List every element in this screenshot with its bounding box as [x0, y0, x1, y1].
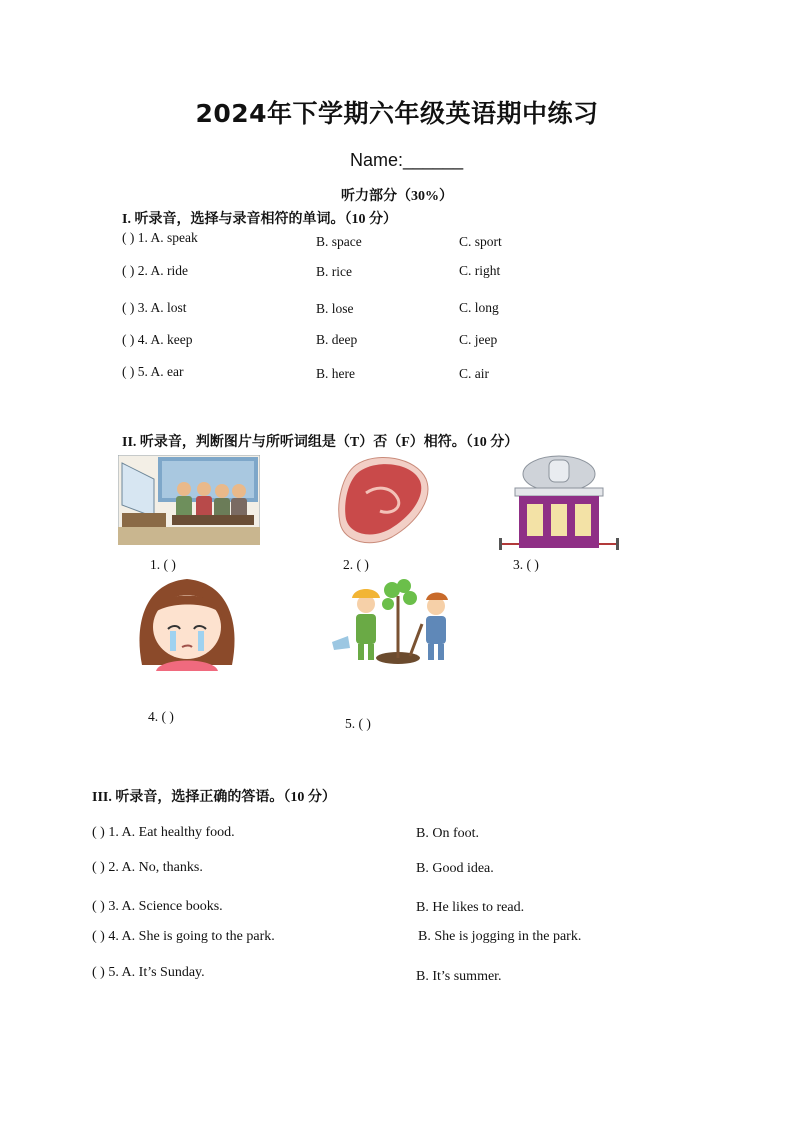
- s1-q5-b: B. here: [316, 366, 355, 381]
- s1-q5-c: C. air: [459, 366, 489, 381]
- s1-q2-a: ( ) 2. A. ride: [122, 263, 188, 278]
- s2-label-4: 4. ( ): [148, 709, 174, 724]
- s3-q3-a: ( ) 3. A. Science books.: [92, 899, 223, 914]
- s3-q5-b: B. It’s summer.: [416, 969, 502, 984]
- s1-q3-a: ( ) 3. A. lost: [122, 300, 187, 315]
- s1-q4-b: B. deep: [316, 332, 358, 347]
- page-title: 2024年下学期六年级英语期中练习: [195, 99, 599, 128]
- crying-girl-picture: [134, 575, 240, 673]
- listening-part-heading: 听力部分（30%）: [341, 189, 453, 204]
- planting-tree-picture: [326, 576, 464, 666]
- s1-q2-c: C. right: [459, 263, 501, 278]
- s3-q3-b: B. He likes to read.: [416, 900, 525, 915]
- s1-q4-a: ( ) 4. A. keep: [122, 332, 193, 347]
- s3-q5-a: ( ) 5. A. It’s Sunday.: [92, 965, 205, 980]
- s1-q3-b: B. lose: [316, 301, 354, 316]
- section-2-heading: II. 听录音，判断图片与所听词组是（T）否（F）相符。（10 分）: [122, 435, 519, 450]
- s3-q4-a: ( ) 4. A. She is going to the park.: [92, 929, 275, 944]
- s2-label-5: 5. ( ): [345, 716, 371, 731]
- s3-q2-a: ( ) 2. A. No, thanks.: [92, 860, 203, 875]
- name-line: Name:______: [350, 150, 464, 170]
- section-1-heading: I. 听录音，选择与录音相符的单词。（10 分）: [122, 212, 397, 227]
- s2-label-1: 1. ( ): [150, 557, 176, 572]
- s1-q1-c: C. sport: [459, 234, 502, 249]
- s1-q1-a: ( ) 1. A. speak: [122, 230, 198, 245]
- section-3-heading: III. 听录音，选择正确的答语。（10 分）: [92, 790, 336, 805]
- s1-q1-b: B. space: [316, 234, 362, 249]
- s2-label-2: 2. ( ): [343, 557, 369, 572]
- s3-q4-b: B. She is jogging in the park.: [418, 929, 582, 944]
- s1-q4-c: C. jeep: [459, 332, 498, 347]
- s2-label-3: 3. ( ): [513, 557, 539, 572]
- s1-q5-a: ( ) 5. A. ear: [122, 364, 184, 379]
- s1-q3-c: C. long: [459, 300, 499, 315]
- cinema-picture: [497, 452, 621, 552]
- s1-q2-b: B. rice: [316, 264, 352, 279]
- s3-q1-b: B. On foot.: [416, 826, 479, 841]
- family-tv-picture: [118, 455, 260, 545]
- s3-q1-a: ( ) 1. A. Eat healthy food.: [92, 825, 235, 840]
- steak-picture: [336, 453, 434, 549]
- s3-q2-b: B. Good idea.: [416, 861, 494, 876]
